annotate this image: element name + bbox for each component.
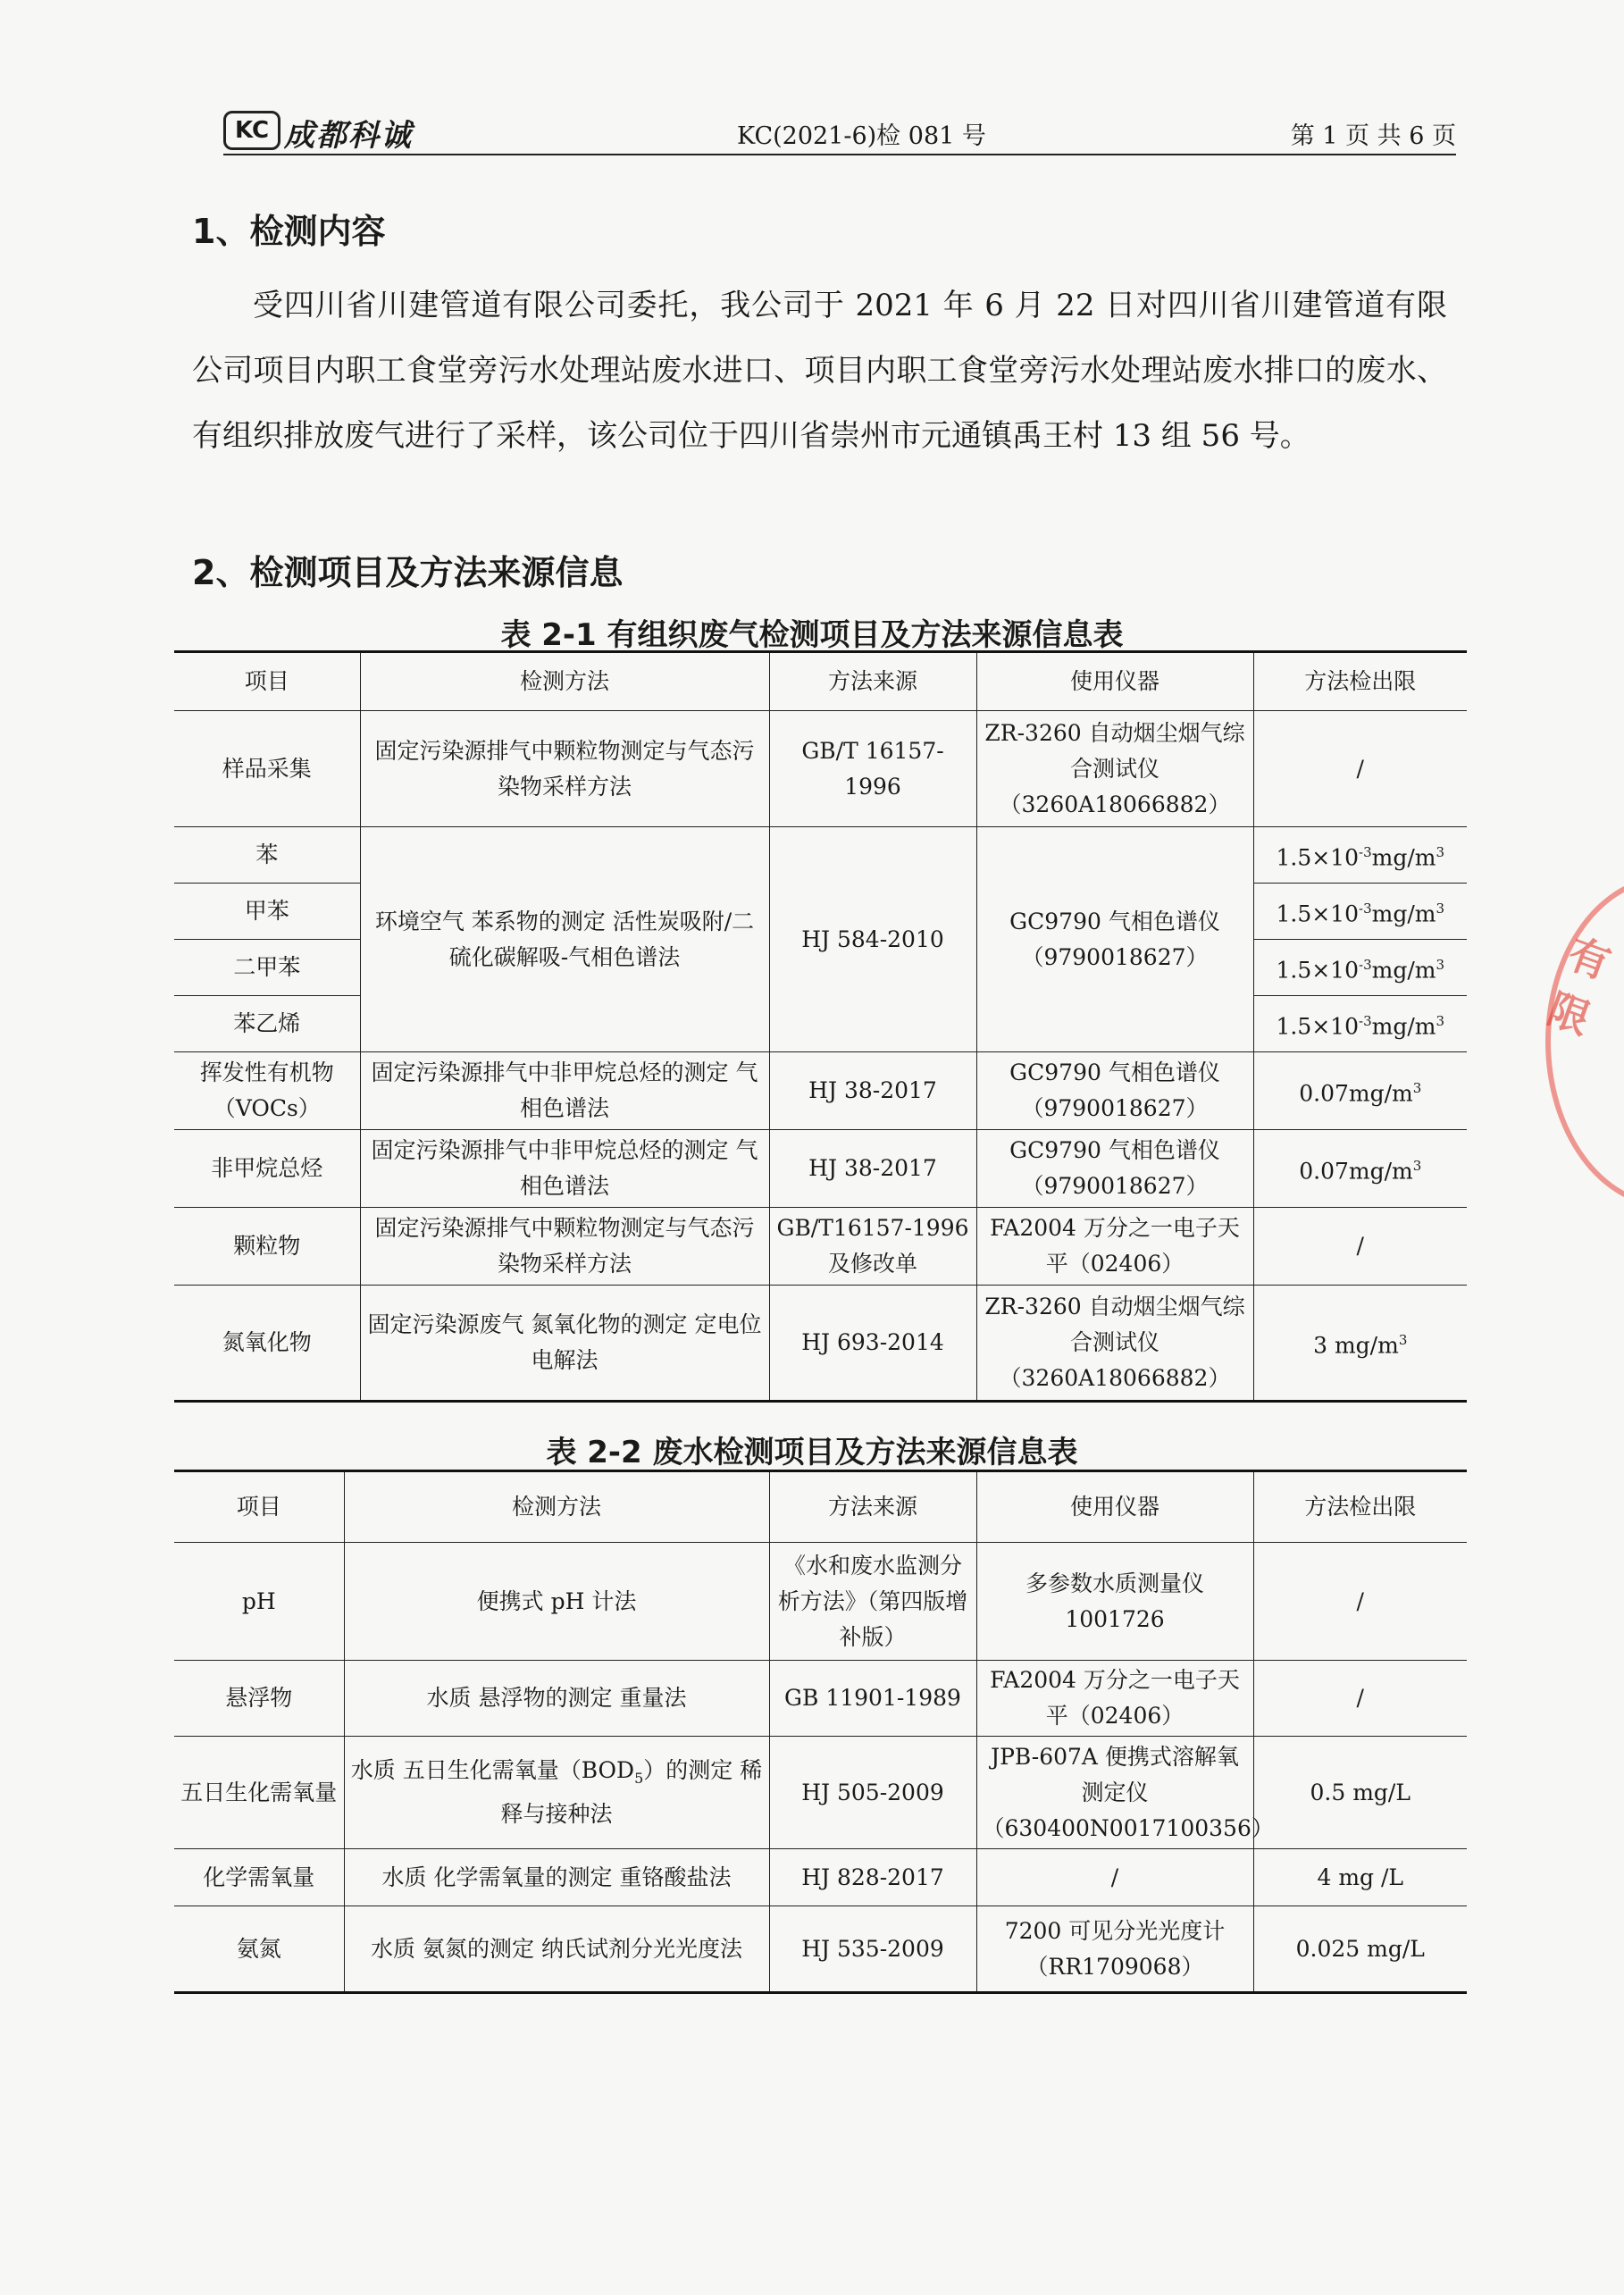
cell-item: 样品采集 <box>174 711 360 827</box>
cell-item: 苯 <box>174 827 360 884</box>
cell-limit <box>1253 884 1467 940</box>
table-row <box>174 1052 1467 1130</box>
method-text: 水质 五日生化需氧量（BOD <box>350 1757 635 1783</box>
limit-base: 1.5×10 <box>1276 844 1359 871</box>
table-row <box>174 1286 1467 1402</box>
limit-value: 0.07mg/m <box>1299 1158 1413 1185</box>
table-2-caption: 表 2-2 废水检测项目及方法来源信息表 <box>546 1435 1078 1470</box>
table-row <box>174 1543 1467 1661</box>
cell-instrument: 多参数水质测量仪 1001726 <box>976 1543 1253 1661</box>
cell-item: 悬浮物 <box>174 1661 344 1737</box>
section-1-title: 1、检测内容 <box>192 212 386 251</box>
cell-instrument: GC9790 气相色谱仪（9790018627） <box>976 827 1253 1052</box>
cell-limit <box>1253 1052 1467 1130</box>
cell-method: 固定污染源排气中颗粒物测定与气态污染物采样方法 <box>360 711 769 827</box>
header-limit: 方法检出限 <box>1253 652 1467 711</box>
cell-item: 氨氮 <box>174 1906 344 1993</box>
limit-unit: mg/m <box>1371 900 1436 927</box>
header-item: 项目 <box>174 1471 344 1543</box>
table-row <box>174 827 1467 884</box>
cell-instrument: ZR-3260 自动烟尘烟气综合测试仪（3260A18066882） <box>976 1286 1253 1402</box>
header-instrument: 使用仪器 <box>976 1471 1253 1543</box>
table-row <box>174 1208 1467 1286</box>
cell-source: HJ 828-2017 <box>769 1849 976 1906</box>
table-row <box>174 1849 1467 1906</box>
table-header-row <box>174 1471 1467 1543</box>
cell-instrument: GC9790 气相色谱仪（9790018627） <box>976 1130 1253 1208</box>
page-header <box>223 107 1456 155</box>
cell-method: 固定污染源排气中颗粒物测定与气态污染物采样方法 <box>360 1208 769 1286</box>
cell-method: 便携式 pH 计法 <box>344 1543 769 1661</box>
cell-method: 水质 悬浮物的测定 重量法 <box>344 1661 769 1737</box>
cell-limit: 0.5 mg/L <box>1253 1737 1467 1849</box>
limit-unit-exponent: 3 <box>1398 1331 1408 1348</box>
limit-unit-exponent: 3 <box>1436 900 1445 917</box>
table-row <box>174 1906 1467 1993</box>
cell-limit <box>1253 827 1467 884</box>
cell-source: HJ 693-2014 <box>769 1286 976 1402</box>
exhaust-gas-table <box>174 650 1467 1403</box>
cell-method: 固定污染源排气中非甲烷总烃的测定 气相色谱法 <box>360 1130 769 1208</box>
cell-item: 甲苯 <box>174 884 360 940</box>
cell-limit: 4 mg /L <box>1253 1849 1467 1906</box>
cell-instrument: FA2004 万分之一电子天平（02406） <box>976 1208 1253 1286</box>
cell-source: GB/T16157-1996 及修改单 <box>769 1208 976 1286</box>
cell-limit <box>1253 996 1467 1052</box>
limit-base: 1.5×10 <box>1276 957 1359 984</box>
cell-item: 非甲烷总烃 <box>174 1130 360 1208</box>
cell-item: 二甲苯 <box>174 940 360 996</box>
cell-source: HJ 38-2017 <box>769 1052 976 1130</box>
cell-item: 苯乙烯 <box>174 996 360 1052</box>
limit-unit-exponent: 3 <box>1436 1012 1445 1029</box>
section-2-title: 2、检测项目及方法来源信息 <box>192 553 624 592</box>
header-source: 方法来源 <box>769 1471 976 1543</box>
cell-method: 环境空气 苯系物的测定 活性炭吸附/二硫化碳解吸-气相色谱法 <box>360 827 769 1052</box>
cell-method <box>344 1737 769 1849</box>
cell-limit: / <box>1253 1661 1467 1737</box>
cell-item: 化学需氧量 <box>174 1849 344 1906</box>
limit-unit: mg/m <box>1371 844 1436 871</box>
limit-unit-exponent: 3 <box>1436 956 1445 973</box>
limit-unit-exponent: 3 <box>1436 843 1445 860</box>
header-method: 检测方法 <box>344 1471 769 1543</box>
report-code: KC(2021-6)检 081 号 <box>737 122 986 150</box>
cell-source: GB 11901-1989 <box>769 1661 976 1737</box>
header-item: 项目 <box>174 652 360 711</box>
cell-item: 颗粒物 <box>174 1208 360 1286</box>
cell-limit: / <box>1253 1543 1467 1661</box>
cell-limit <box>1253 1286 1467 1402</box>
table-row <box>174 1130 1467 1208</box>
limit-unit: mg/m <box>1371 957 1436 984</box>
cell-item: 挥发性有机物（VOCs） <box>174 1052 360 1130</box>
limit-value: 3 mg/m <box>1313 1332 1399 1359</box>
cell-item: pH <box>174 1543 344 1661</box>
limit-unit-exponent: 3 <box>1412 1079 1422 1096</box>
cell-item: 五日生化需氧量 <box>174 1737 344 1849</box>
cell-item: 氮氧化物 <box>174 1286 360 1402</box>
limit-unit-exponent: 3 <box>1412 1157 1422 1174</box>
company-logo: KC <box>223 111 280 150</box>
header-source: 方法来源 <box>769 652 976 711</box>
cell-instrument: JPB-607A 便携式溶解氧测定仪（630400N0017100356） <box>976 1737 1253 1849</box>
limit-base: 1.5×10 <box>1276 900 1359 927</box>
cell-source: HJ 535-2009 <box>769 1906 976 1993</box>
cell-method: 水质 氨氮的测定 纳氏试剂分光光度法 <box>344 1906 769 1993</box>
limit-exponent: -3 <box>1359 900 1372 917</box>
cell-source: HJ 505-2009 <box>769 1737 976 1849</box>
limit-exponent: -3 <box>1359 843 1372 860</box>
limit-exponent: -3 <box>1359 956 1372 973</box>
cell-source: HJ 584-2010 <box>769 827 976 1052</box>
cell-source: HJ 38-2017 <box>769 1130 976 1208</box>
table-1-caption: 表 2-1 有组织废气检测项目及方法来源信息表 <box>500 617 1124 653</box>
official-seal-text: 有限 <box>1541 928 1617 1044</box>
header-limit: 方法检出限 <box>1253 1471 1467 1543</box>
cell-method: 水质 化学需氧量的测定 重铬酸盐法 <box>344 1849 769 1906</box>
method-subscript: 5 <box>634 1770 644 1787</box>
cell-instrument: ZR-3260 自动烟尘烟气综合测试仪（3260A18066882） <box>976 711 1253 827</box>
cell-instrument: 7200 可见分光光度计（RR1709068） <box>976 1906 1253 1993</box>
limit-exponent: -3 <box>1359 1012 1372 1029</box>
table-row <box>174 711 1467 827</box>
cell-limit: 0.025 mg/L <box>1253 1906 1467 1993</box>
table-row <box>174 1737 1467 1849</box>
cell-limit <box>1253 940 1467 996</box>
header-method: 检测方法 <box>360 652 769 711</box>
cell-method: 固定污染源废气 氮氧化物的测定 定电位电解法 <box>360 1286 769 1402</box>
limit-base: 1.5×10 <box>1276 1013 1359 1040</box>
cell-limit <box>1253 1130 1467 1208</box>
cell-limit: / <box>1253 1208 1467 1286</box>
cell-source: GB/T 16157-1996 <box>769 711 976 827</box>
limit-unit: mg/m <box>1371 1013 1436 1040</box>
wastewater-table <box>174 1470 1467 1994</box>
header-instrument: 使用仪器 <box>976 652 1253 711</box>
company-name: 成都科诚 <box>284 118 413 154</box>
section-1-paragraph: 受四川省川建管道有限公司委托，我公司于 2021 年 6 月 22 日对四川省川建管道有限公司项目内职工食堂旁污水处理站废水进口、项目内职工食堂旁污水处理站废水排口的废水、有组织排放废气进行了采样，该公司位于四川省崇州市元通镇禹王村 13 组 56 号。 <box>192 288 1447 454</box>
method-text: ）的测定 稀释与接种法 <box>500 1757 763 1827</box>
table-row <box>174 1661 1467 1737</box>
cell-source: 《水和废水监测分析方法》（第四版增补版） <box>769 1543 976 1661</box>
cell-instrument: FA2004 万分之一电子天平（02406） <box>976 1661 1253 1737</box>
cell-instrument: / <box>976 1849 1253 1906</box>
table-header-row <box>174 652 1467 711</box>
limit-value: 0.07mg/m <box>1299 1080 1413 1107</box>
page-number: 第 1 页 共 6 页 <box>1290 122 1456 150</box>
cell-limit: / <box>1253 711 1467 827</box>
cell-method: 固定污染源排气中非甲烷总烃的测定 气相色谱法 <box>360 1052 769 1130</box>
cell-instrument: GC9790 气相色谱仪（9790018627） <box>976 1052 1253 1130</box>
